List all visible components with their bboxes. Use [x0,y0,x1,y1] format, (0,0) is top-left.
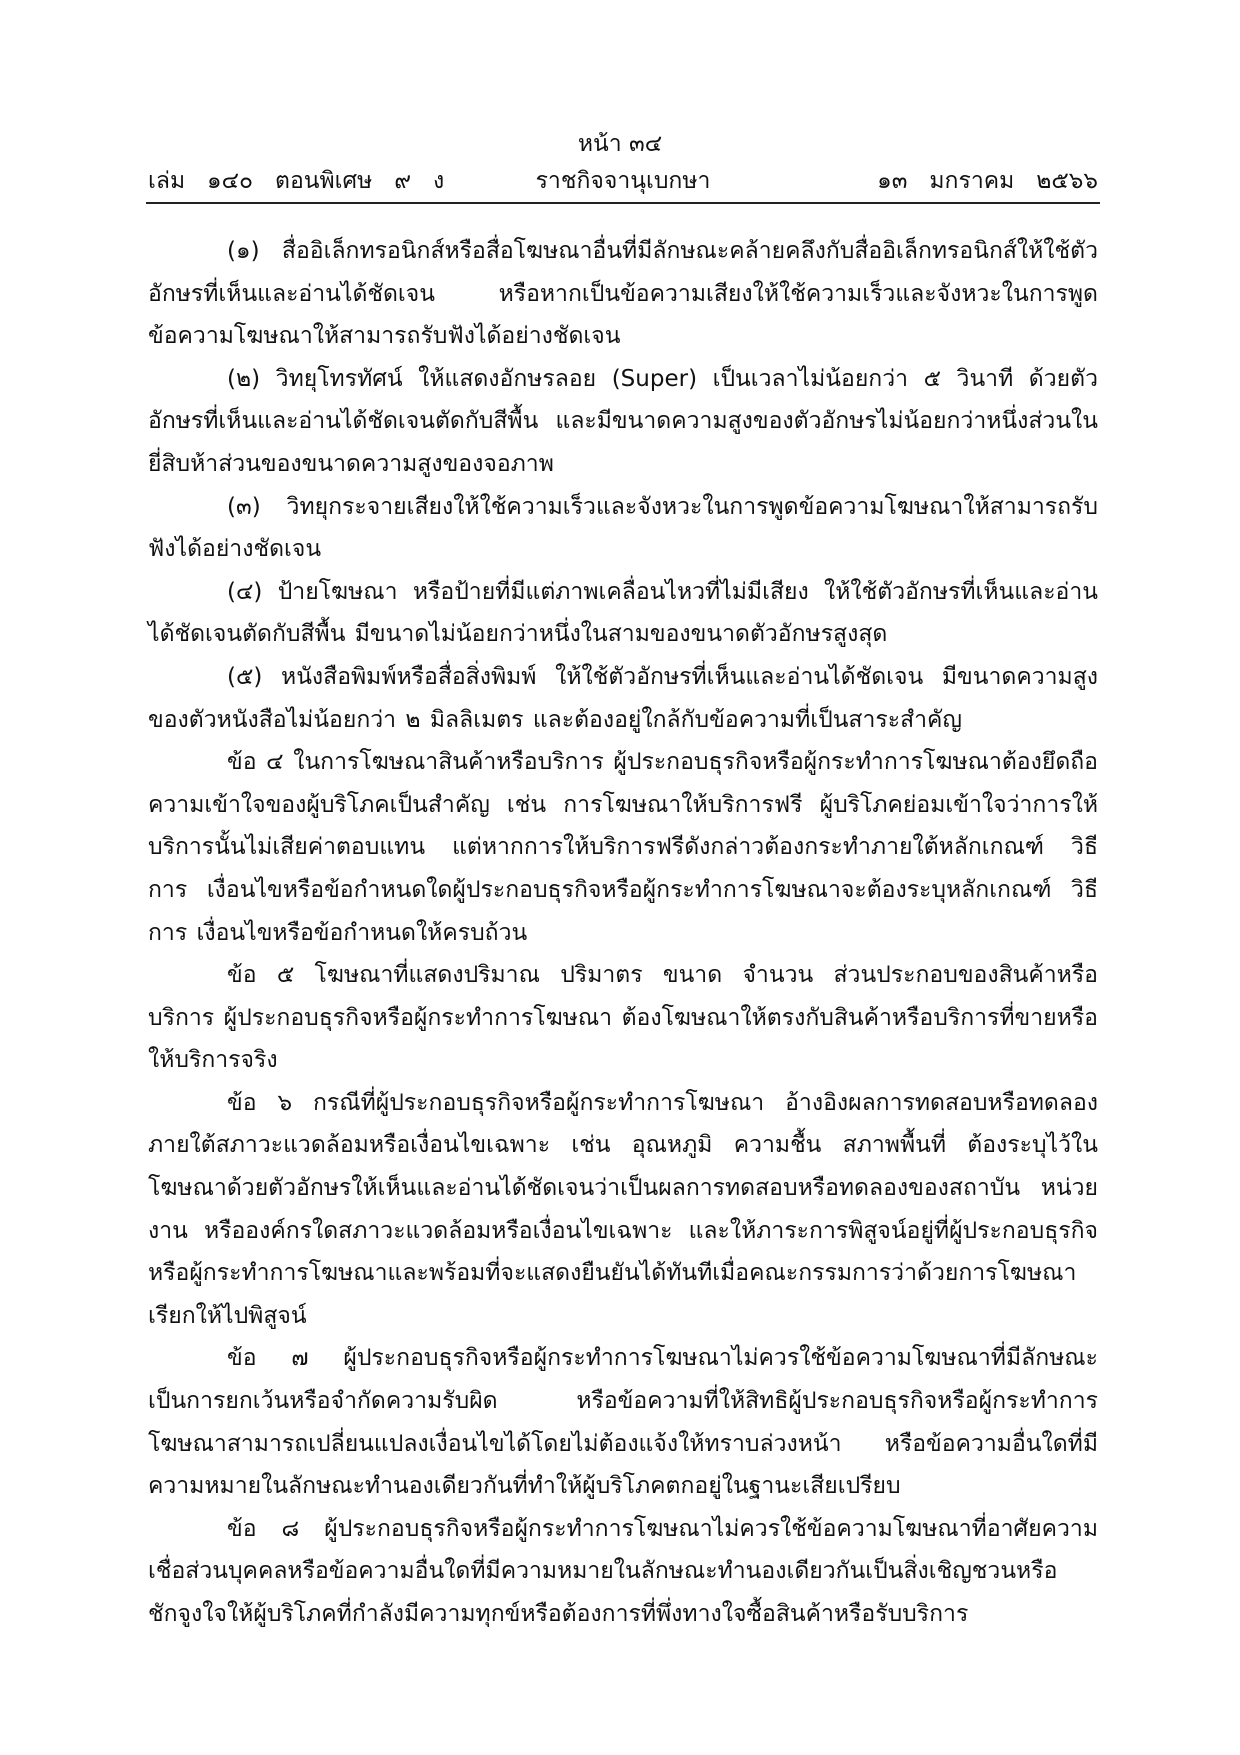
page-number: หน้า ๓๔ [577,131,663,157]
section-8: ข้อ ๘ ผู้ประกอบธุรกิจหรือผู้กระทำการโฆษณาไม่ควรใช้ข้อความโฆษณาที่อาศัยความเชื่อส่วนบุคคลหรือข้อความอื่นใดที่มีความหมายในลักษณะทำนองเดียวกันเป็นสิ่งเชิญชวนหรือชักจูงใจให้ผู้บริโภคที่กำลังมีความทุกข์หรือต้องการที่พึ่งทางใจซื้อสินค้าหรือรับบริการ [148,1515,1098,1627]
clause-item-1: (๑) สื่ออิเล็กทรอนิกส์หรือสื่อโฆษณาอื่นที่มีลักษณะคล้ายคลึงกับสื่ออิเล็กทรอนิกส์ให้ใช้ตัวอักษรที่เห็นและอ่านได้ชัดเจน หรือหากเป็นข้อความเสียงให้ใช้ความเร็วและจังหวะในการพูดข้อความโฆษณาให้สามารถรับฟังได้อย่างชัดเจน [148,238,1098,350]
header-divider [146,202,1100,204]
section-5: ข้อ ๕ โฆษณาที่แสดงปริมาณ ปริมาตร ขนาด จำนวน ส่วนประกอบของสินค้าหรือบริการ ผู้ประกอบธุรกิจหรือผู้กระทำการโฆษณา ต้องโฆษณาให้ตรงกับสินค้าหรือบริการที่ขายหรือให้บริการจริง [148,962,1098,1074]
section-7: ข้อ ๗ ผู้ประกอบธุรกิจหรือผู้กระทำการโฆษณาไม่ควรใช้ข้อความโฆษณาที่มีลักษณะเป็นการยกเว้นหรือจำกัดความรับผิด หรือข้อความที่ให้สิทธิผู้ประกอบธุรกิจหรือผู้กระทำการโฆษณาสามารถเปลี่ยนแปลงเงื่อนไขได้โดยไม่ต้องแจ้งให้ทราบล่วงหน้า หรือข้อความอื่นใดที่มีความหมายในลักษณะทำนองเดียวกันที่ทำให้ผู้บริโภคตกอยู่ในฐานะเสียเปรียบ [148,1345,1098,1500]
document-body [148,230,1098,1636]
clause-item-4: (๔) ป้ายโฆษณา หรือป้ายที่มีแต่ภาพเคลื่อนไหวที่ไม่มีเสียง ให้ใช้ตัวอักษรที่เห็นและอ่านได้ชัดเจนตัดกับสีพื้น มีขนาดไม่น้อยกว่าหนึ่งในสามของขนาดตัวอักษรสูงสุด [148,578,1098,648]
gazette-title: ราชกิจจานุเบกษา [535,168,711,194]
section-6: ข้อ ๖ กรณีที่ผู้ประกอบธุรกิจหรือผู้กระทำการโฆษณา อ้างอิงผลการทดสอบหรือทดลองภายใต้สภาวะแวดล้อมหรือเงื่อนไขเฉพาะ เช่น อุณหภูมิ ความชื้น สภาพพื้นที่ ต้องระบุไว้ในโฆษณาด้วยตัวอักษรให้เห็นและอ่านได้ชัดเจนว่าเป็นผลการทดสอบหรือทดลองของสถาบัน หน่วยงาน หรือองค์กรใดสภาวะแวดล้อมหรือเงื่อนไขเฉพาะ และให้ภาระการพิสูจน์อยู่ที่ผู้ประกอบธุรกิจหรือผู้กระทำการโฆษณาและพร้อมที่จะแสดงยืนยันได้ทันทีเมื่อคณะกรรมการว่าด้วยการโฆษณาเรียกให้ไปพิสูจน์ [148,1089,1098,1329]
section-4: ข้อ ๔ ในการโฆษณาสินค้าหรือบริการ ผู้ประกอบธุรกิจหรือผู้กระทำการโฆษณาต้องยึดถือความเข้าใจของผู้บริโภคเป็นสำคัญ เช่น การโฆษณาให้บริการฟรี ผู้บริโภคย่อมเข้าใจว่าการให้บริการนั้นไม่เสียค่าตอบแทน แต่หากการให้บริการฟรีดังกล่าวต้องกระทำภายใต้หลักเกณฑ์ วิธีการ เงื่อนไขหรือข้อกำหนดใดผู้ประกอบธุรกิจหรือผู้กระทำการโฆษณาจะต้องระบุหลักเกณฑ์ วิธีการ เงื่อนไขหรือข้อกำหนดให้ครบถ้วน [148,749,1098,946]
clause-item-2: (๒) วิทยุโทรทัศน์ ให้แสดงอักษรลอย (Super) เป็นเวลาไม่น้อยกว่า ๕ วินาที ด้วยตัวอักษรที่เห็นและอ่านได้ชัดเจนตัดกับสีพื้น และมีขนาดความสูงของตัวอักษรไม่น้อยกว่าหนึ่งส่วนในยี่สิบห้าส่วนของขนาดความสูงของจอภาพ [148,365,1098,477]
clause-item-3: (๓) วิทยุกระจายเสียงให้ใช้ความเร็วและจังหวะในการพูดข้อความโฆษณาให้สามารถรับฟังได้อย่างชัดเจน [148,493,1098,563]
running-header [148,164,1098,200]
clause-item-5: (๕) หนังสือพิมพ์หรือสื่อสิ่งพิมพ์ ให้ใช้ตัวอักษรที่เห็นและอ่านได้ชัดเจน มีขนาดความสูงของตัวหนังสือไม่น้อยกว่า ๒ มิลลิเมตร และต้องอยู่ใกล้กับข้อความที่เป็นสาระสำคัญ [148,663,1098,733]
publication-date: ๑๓ มกราคม ๒๕๖๖ [877,168,1098,194]
volume-issue: เล่ม ๑๔๐ ตอนพิเศษ ๙ ง [148,168,445,194]
